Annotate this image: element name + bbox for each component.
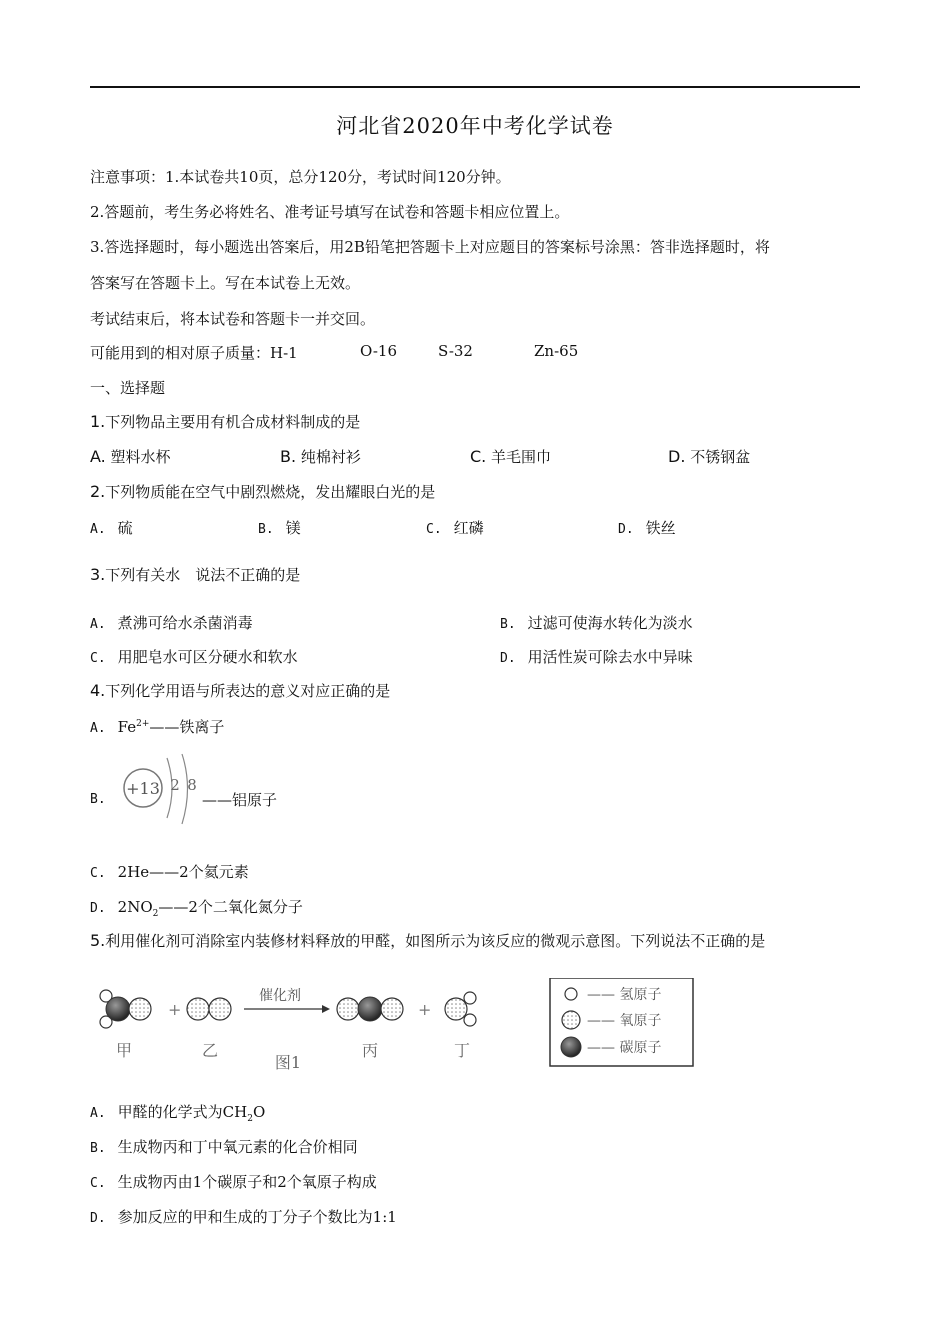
note-3b: 答案写在答题卡上。写在本试卷上无效。	[90, 274, 361, 292]
ion-charge: 2+	[136, 719, 150, 729]
atomic-masses	[90, 342, 579, 363]
question-stem: 下列有关水 说法不正确的是	[105, 566, 301, 584]
q5-option-b: B. 生成物丙和丁中氧元素的化合价相同	[90, 1138, 358, 1156]
q3-option-c: C. 用肥皂水可区分硬水和软水	[90, 648, 298, 666]
q1-option-c: C. 羊毛围巾	[470, 447, 552, 466]
molecule-bing	[337, 997, 403, 1021]
q1-option-b: B. 纯棉衬衫	[280, 447, 361, 466]
question-number: 5.	[90, 931, 106, 950]
reaction-micro-diagram	[90, 978, 710, 1074]
mass-o: O-16	[360, 342, 398, 360]
q4-option-b-meaning: ——铝原子	[202, 791, 278, 809]
q2-option-d: D. 铁丝	[618, 519, 676, 537]
note-4: 考试结束后，将本试卷和答题卡一并交回。	[90, 310, 376, 328]
shell-1-electrons: 2	[170, 776, 180, 794]
q5-option-a: A. 甲醛的化学式为$CH_2O$	[90, 1103, 266, 1124]
legend-box	[550, 978, 693, 1066]
q3-option-d: D. 用活性炭可除去水中异味	[500, 648, 693, 666]
q5-option-c: C. 生成物丙由1个碳原子和2个氧原子构成	[90, 1173, 377, 1191]
legend-oxygen-symbol	[562, 1011, 580, 1029]
question-stem: 利用催化剂可消除室内装修材料释放的甲醛，如图所示为该反应的微观示意图。下列说法不正确的是	[105, 932, 766, 950]
question-number: 1.	[90, 412, 106, 431]
question-stem: 下列化学用语与所表达的意义对应正确的是	[105, 682, 391, 700]
question-1	[90, 411, 360, 432]
question-3	[90, 564, 300, 585]
q3-option-b: B. 过滤可使海水转化为淡水	[500, 614, 693, 632]
mass-s: S-32	[438, 342, 473, 360]
note-1: 注意事项：1.本试卷共10页，总分120分，考试时间120分钟。	[90, 168, 511, 186]
q5-option-d: D. 参加反应的甲和生成的丁分子个数比为1:1	[90, 1208, 397, 1226]
note-2: 2.答题前，考生务必将姓名、准考证号填写在试卷和答题卡相应位置上。	[90, 203, 570, 221]
q4-option-d: D. $2NO_2——2$个二氧化氮分子	[90, 898, 303, 919]
legend-carbon: —— 碳原子	[587, 1040, 662, 1056]
question-number: 3.	[90, 565, 106, 584]
meaning: ——铁离子	[149, 718, 225, 736]
question-number: 2.	[90, 482, 106, 501]
note-3a: 3.答选择题时，每小题选出答案后，用2B铅笔把答题卡上对应题目的答案标号涂黑：答非选择题时，将	[90, 238, 770, 256]
q3-option-a: A. 煮沸可给水杀菌消毒	[90, 614, 253, 632]
question-stem: 下列物品主要用有机合成材料制成的是	[105, 413, 361, 431]
label-jia: 甲	[115, 1041, 133, 1060]
question-2	[90, 481, 435, 502]
q2-option-b: B. 镁	[258, 519, 301, 537]
molecule-ding	[445, 992, 476, 1026]
plus-sign-1: +	[168, 1000, 182, 1019]
label-ding: 丁	[453, 1041, 471, 1060]
question-5	[90, 930, 765, 951]
q2-option-c: C. 红磷	[426, 519, 484, 537]
question-stem: 下列物质能在空气中剧烈燃烧，发出耀眼白光的是	[105, 483, 436, 501]
q2-option-a: A. 硫	[90, 519, 133, 537]
label-yi: 乙	[201, 1041, 219, 1060]
mass-h: H-1	[270, 344, 298, 362]
masses-label: 可能用到的相对原子质量：	[90, 344, 271, 362]
question-number: 4.	[90, 681, 106, 700]
top-rule	[90, 86, 860, 88]
aluminum-atom-structure-diagram	[115, 752, 215, 832]
formula: Fe	[117, 718, 137, 736]
question-4	[90, 680, 390, 701]
q4-option-b-letter: B.	[90, 792, 106, 807]
section-heading: 一、选择题	[90, 379, 166, 397]
q1-option-d: D. 不锈钢盆	[668, 447, 751, 466]
reaction-arrow-head	[322, 1005, 330, 1013]
molecule-jia	[100, 990, 151, 1028]
q4-option-a: A. $Fe^{2+}——$铁离子	[90, 718, 225, 736]
molecule-yi	[187, 998, 231, 1020]
nucleus-charge: +13	[126, 779, 160, 798]
page-title: 河北省2020年中考化学试卷	[336, 114, 614, 138]
legend-hydrogen-symbol	[565, 988, 577, 1000]
legend-hydrogen: —— 氢原子	[587, 987, 662, 1003]
figure-label: 图1	[274, 1053, 302, 1072]
label-bing: 丙	[361, 1041, 379, 1060]
plus-sign-2: +	[418, 1000, 432, 1019]
legend-carbon-symbol	[561, 1037, 581, 1057]
q4-option-c: C. 2He——2个氦元素	[90, 863, 249, 881]
legend-oxygen: —— 氧原子	[587, 1013, 662, 1029]
catalyst-label: 催化剂	[259, 988, 301, 1004]
mass-zn: Zn-65	[534, 342, 579, 360]
shell-2-electrons: 8	[187, 776, 197, 794]
q1-option-a: A. 塑料水杯	[90, 447, 171, 466]
